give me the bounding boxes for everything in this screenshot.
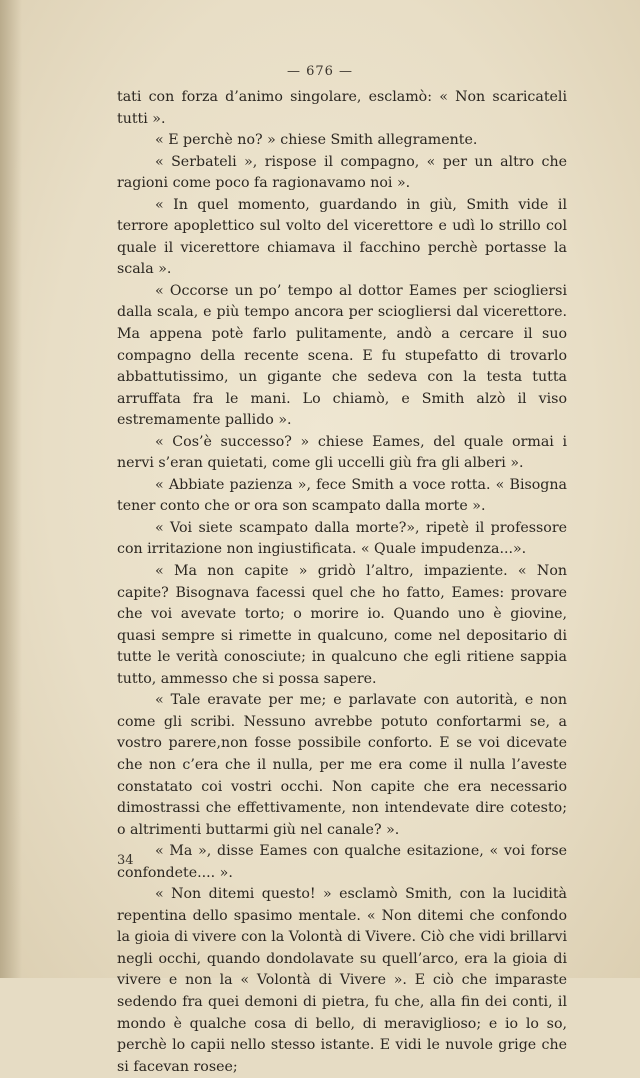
page-number: — 676 —	[286, 64, 354, 79]
paragraph: « Cos’è successo? » chiese Eames, del quale ormai i nervi s’eran quietati, come gli uccelli giù fra gli alberi ».	[117, 433, 567, 472]
paragraph: « Non ditemi questo! » esclamò Smith, con la lucidità repentina dello spasimo mentale. « Non ditemi che confondo la gioia di vivere con la Volontà di Vivere. Ciò che vidi brillarvi negli occhi, quando dondolavate su quell’arco, era la gioia di vivere e non la « Volontà di Vivere ». E ciò che imparaste sedendo fra quei demoni di pietra, fu che, alla fin dei conti, il mondo è qualche cosa di bello, di meraviglioso; e io lo so, perchè lo capii nello stesso istante. E vidi le nuvole grige che si facevan rosee;	[117, 886, 567, 1075]
paragraph: tati con forza d’animo singolare, esclamò: « Non scaricateli tutti ».	[117, 89, 567, 127]
paragraph: « Occorse un po’ tempo al dottor Eames per sciogliersi dalla scala, e più tempo ancora per sciogliersi dal vicerettore. Ma appena potè farlo pulitamente, andò a cercare il suo compagno della recente scena. E fu stupefatto di trovarlo abbattutissimo, un gigante che sedeva con la testa tutta arruffata fra le mani. Lo chiamò, e Smith alzò il viso estremamente pallido ».	[117, 282, 567, 429]
paragraph: « E perchè no? » chiese Smith allegramente.	[155, 132, 478, 149]
paragraph: « In quel momento, guardando in giù, Smith vide il terrore apoplettico sul volto del vicerettore e udì lo strillo col quale il vicerettore chiamava il facchino perchè portasse la scala ».	[117, 196, 567, 278]
body-text	[117, 87, 567, 1078]
paragraph: « Ma non capite » gridò l’altro, impaziente. « Non capite? Bisognava facessi quel che ho fatto, Eames: provare che voi avevate torto; o morire io. Quando uno è giovine, quasi sempre si rimette in qualcuno, come nel depositario di tutte le verità conosciute; in qualcuno che egli ritiene sappia tutto, ammesso che si possa sapere.	[117, 563, 567, 687]
paragraph: « Tale eravate per me; e parlavate con autorità, e non come gli scribi. Nessuno avrebbe potuto confortarmi se, a vostro parere,non fosse possibile conforto. E se voi dicevate che non c’era che il nulla, per me era come il nulla l’aveste constatato coi vostri occhi. Non capite che era necessario dimostrassi che effettivamente, non intendevate dire cotesto; o altrimenti buttarmi giù nel canale? ».	[117, 692, 567, 838]
paragraph: « Abbiate pazienza », fece Smith a voce rotta. « Bisogna tener conto che or ora son scampato dalla morte ».	[117, 476, 567, 515]
paragraph: « Ma », disse Eames con qualche esitazione, « voi forse confondete.... ».	[117, 843, 567, 881]
signature-mark: 34	[117, 853, 134, 868]
paragraph: « Serbateli », rispose il compagno, « per un altro che ragioni come poco fa ragionavamo noi ».	[117, 153, 567, 192]
paragraph: « Voi siete scampato dalla morte?», ripetè il professore con irritazione non ingiustificata. « Quale impudenza...».	[117, 519, 567, 558]
